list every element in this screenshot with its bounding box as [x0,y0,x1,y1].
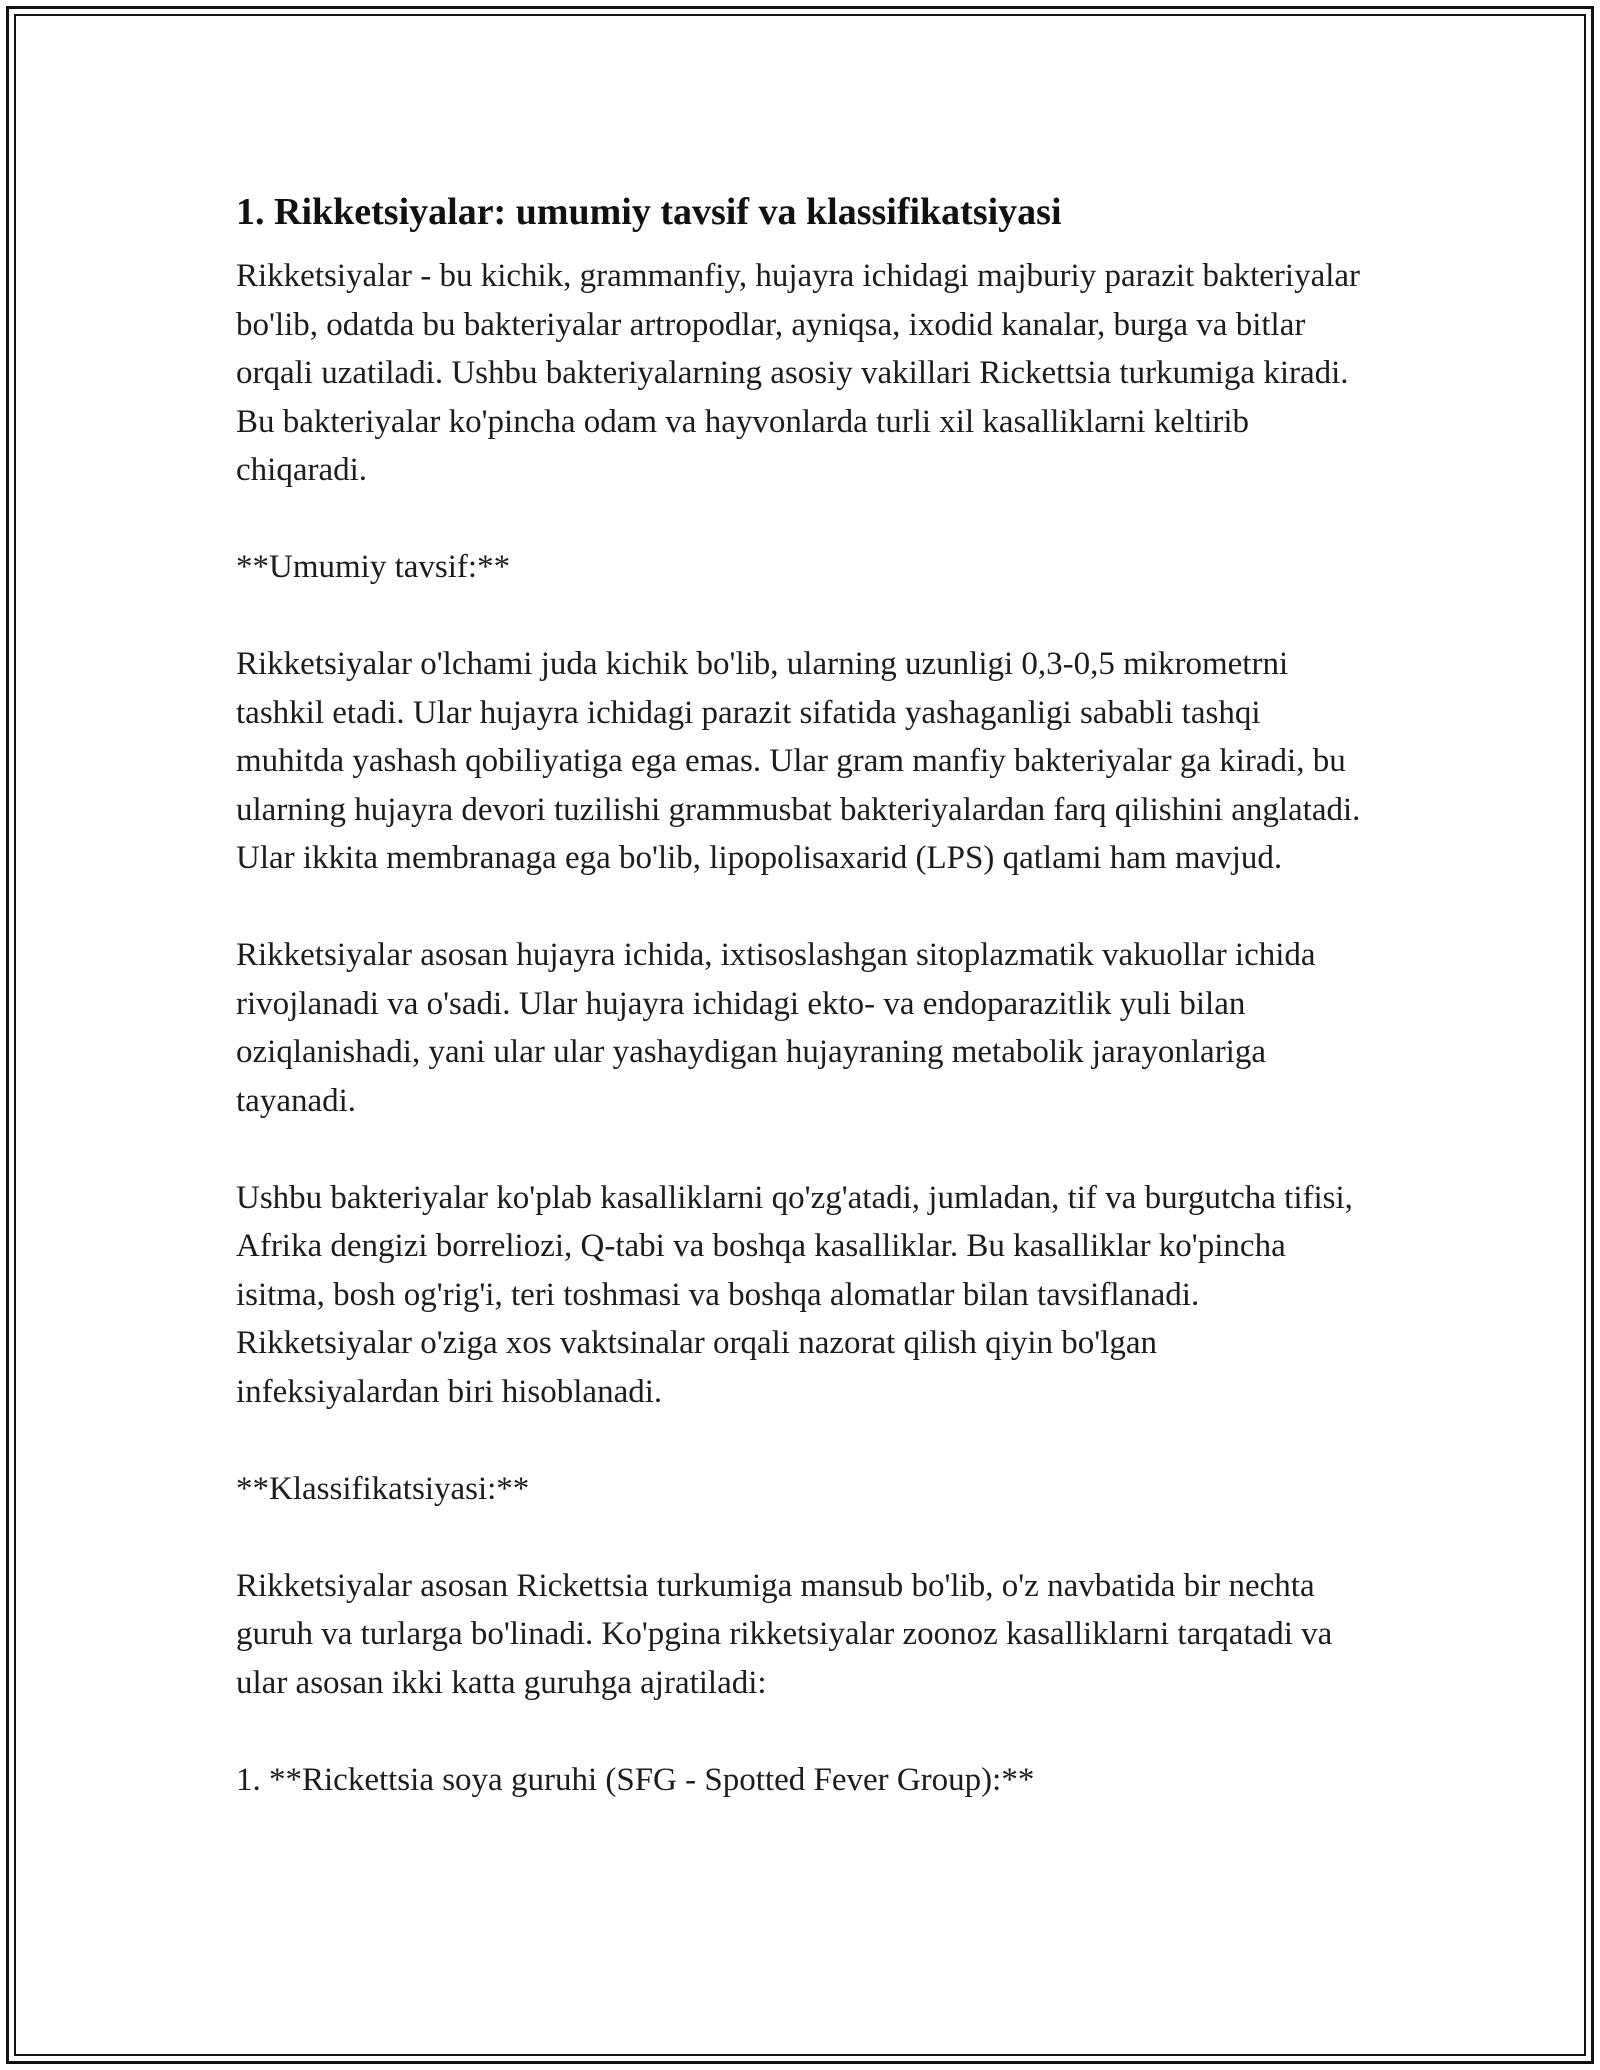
paragraph-intro: Rikketsiyalar - bu kichik, grammanfiy, hujayra ichidagi majburiy parazit bakteriyalar bo'lib, odatda bu bakteriyalar artropodlar, ayniqsa, ixodid kanalar, burga va bitlar orqali uzatiladi. Ushbu bakteriyalarning asosiy vakillari Rickettsia turkumiga kiradi. Bu bakteriyalar ko'pincha odam va hayvonlarda turli xil kasalliklarni keltirib chiqaradi. [236,258,1361,488]
document-body [236,186,1366,1804]
paragraph-size: Rikketsiyalar o'lchami juda kichik bo'lib, ularning uzunligi 0,3-0,5 mikrometrni tashkil etadi. Ular hujayra ichidagi parazit sifatida yashaganligi sababli tashqi muhitda yashash qobiliyatiga ega emas. Ular gram manfiy bakteriyalar ga kiradi, bu ularning hujayra devori tuzilishi grammusbat bakteriyalardan farq qilishini anglatadi. Ular ikkita membranaga ega bo'lib, lipopolisaxarid (LPS) qatlami ham mavjud. [236,646,1361,876]
paragraph-diseases: Ushbu bakteriyalar ko'plab kasalliklarni qo'zg'atadi, jumladan, tif va burgutcha tifisi, Afrika dengizi borreliozi, Q-tabi va boshqa kasalliklar. Bu kasalliklar ko'pincha isitma, bosh og'rig'i, teri toshmasi va boshqa alomatlar bilan tavsiflanadi. Rikketsiyalar o'ziga xos vaktsinalar orqali nazorat qilish qiyin bo'lgan infeksiyalardan biri hisoblanadi. [236,1179,1353,1410]
section-heading-general: **Umumiy tavsif:** [236,549,511,585]
section-heading-classification: **Klassifikatsiyasi:** [236,1470,530,1507]
document-title: 1. Rikketsiyalar: umumiy tavsif va klassifikatsiyasi [236,191,1062,233]
paragraph-development: Rikketsiyalar asosan hujayra ichida, ixtisoslashgan sitoplazmatik vakuollar ichida rivojlanadi va o'sadi. Ular hujayra ichidagi ekto- va endoparazitlik yuli bilan oziqlanishadi, yani ular ular yashaydigan hujayraning metabolik jarayonlariga tayanadi. [236,937,1316,1119]
list-item-sfg: 1. **Rickettsia soya guruhi (SFG - Spotted Fever Group):** [236,1761,1035,1798]
paragraph-classification: Rikketsiyalar asosan Rickettsia turkumiga mansub bo'lib, o'z navbatida bir nechta guruh va turlarga bo'linadi. Ko'pgina rikketsiyalar zoonoz kasalliklarni tarqatadi va ular asosan ikki katta guruhga ajratiladi: [236,1567,1333,1701]
